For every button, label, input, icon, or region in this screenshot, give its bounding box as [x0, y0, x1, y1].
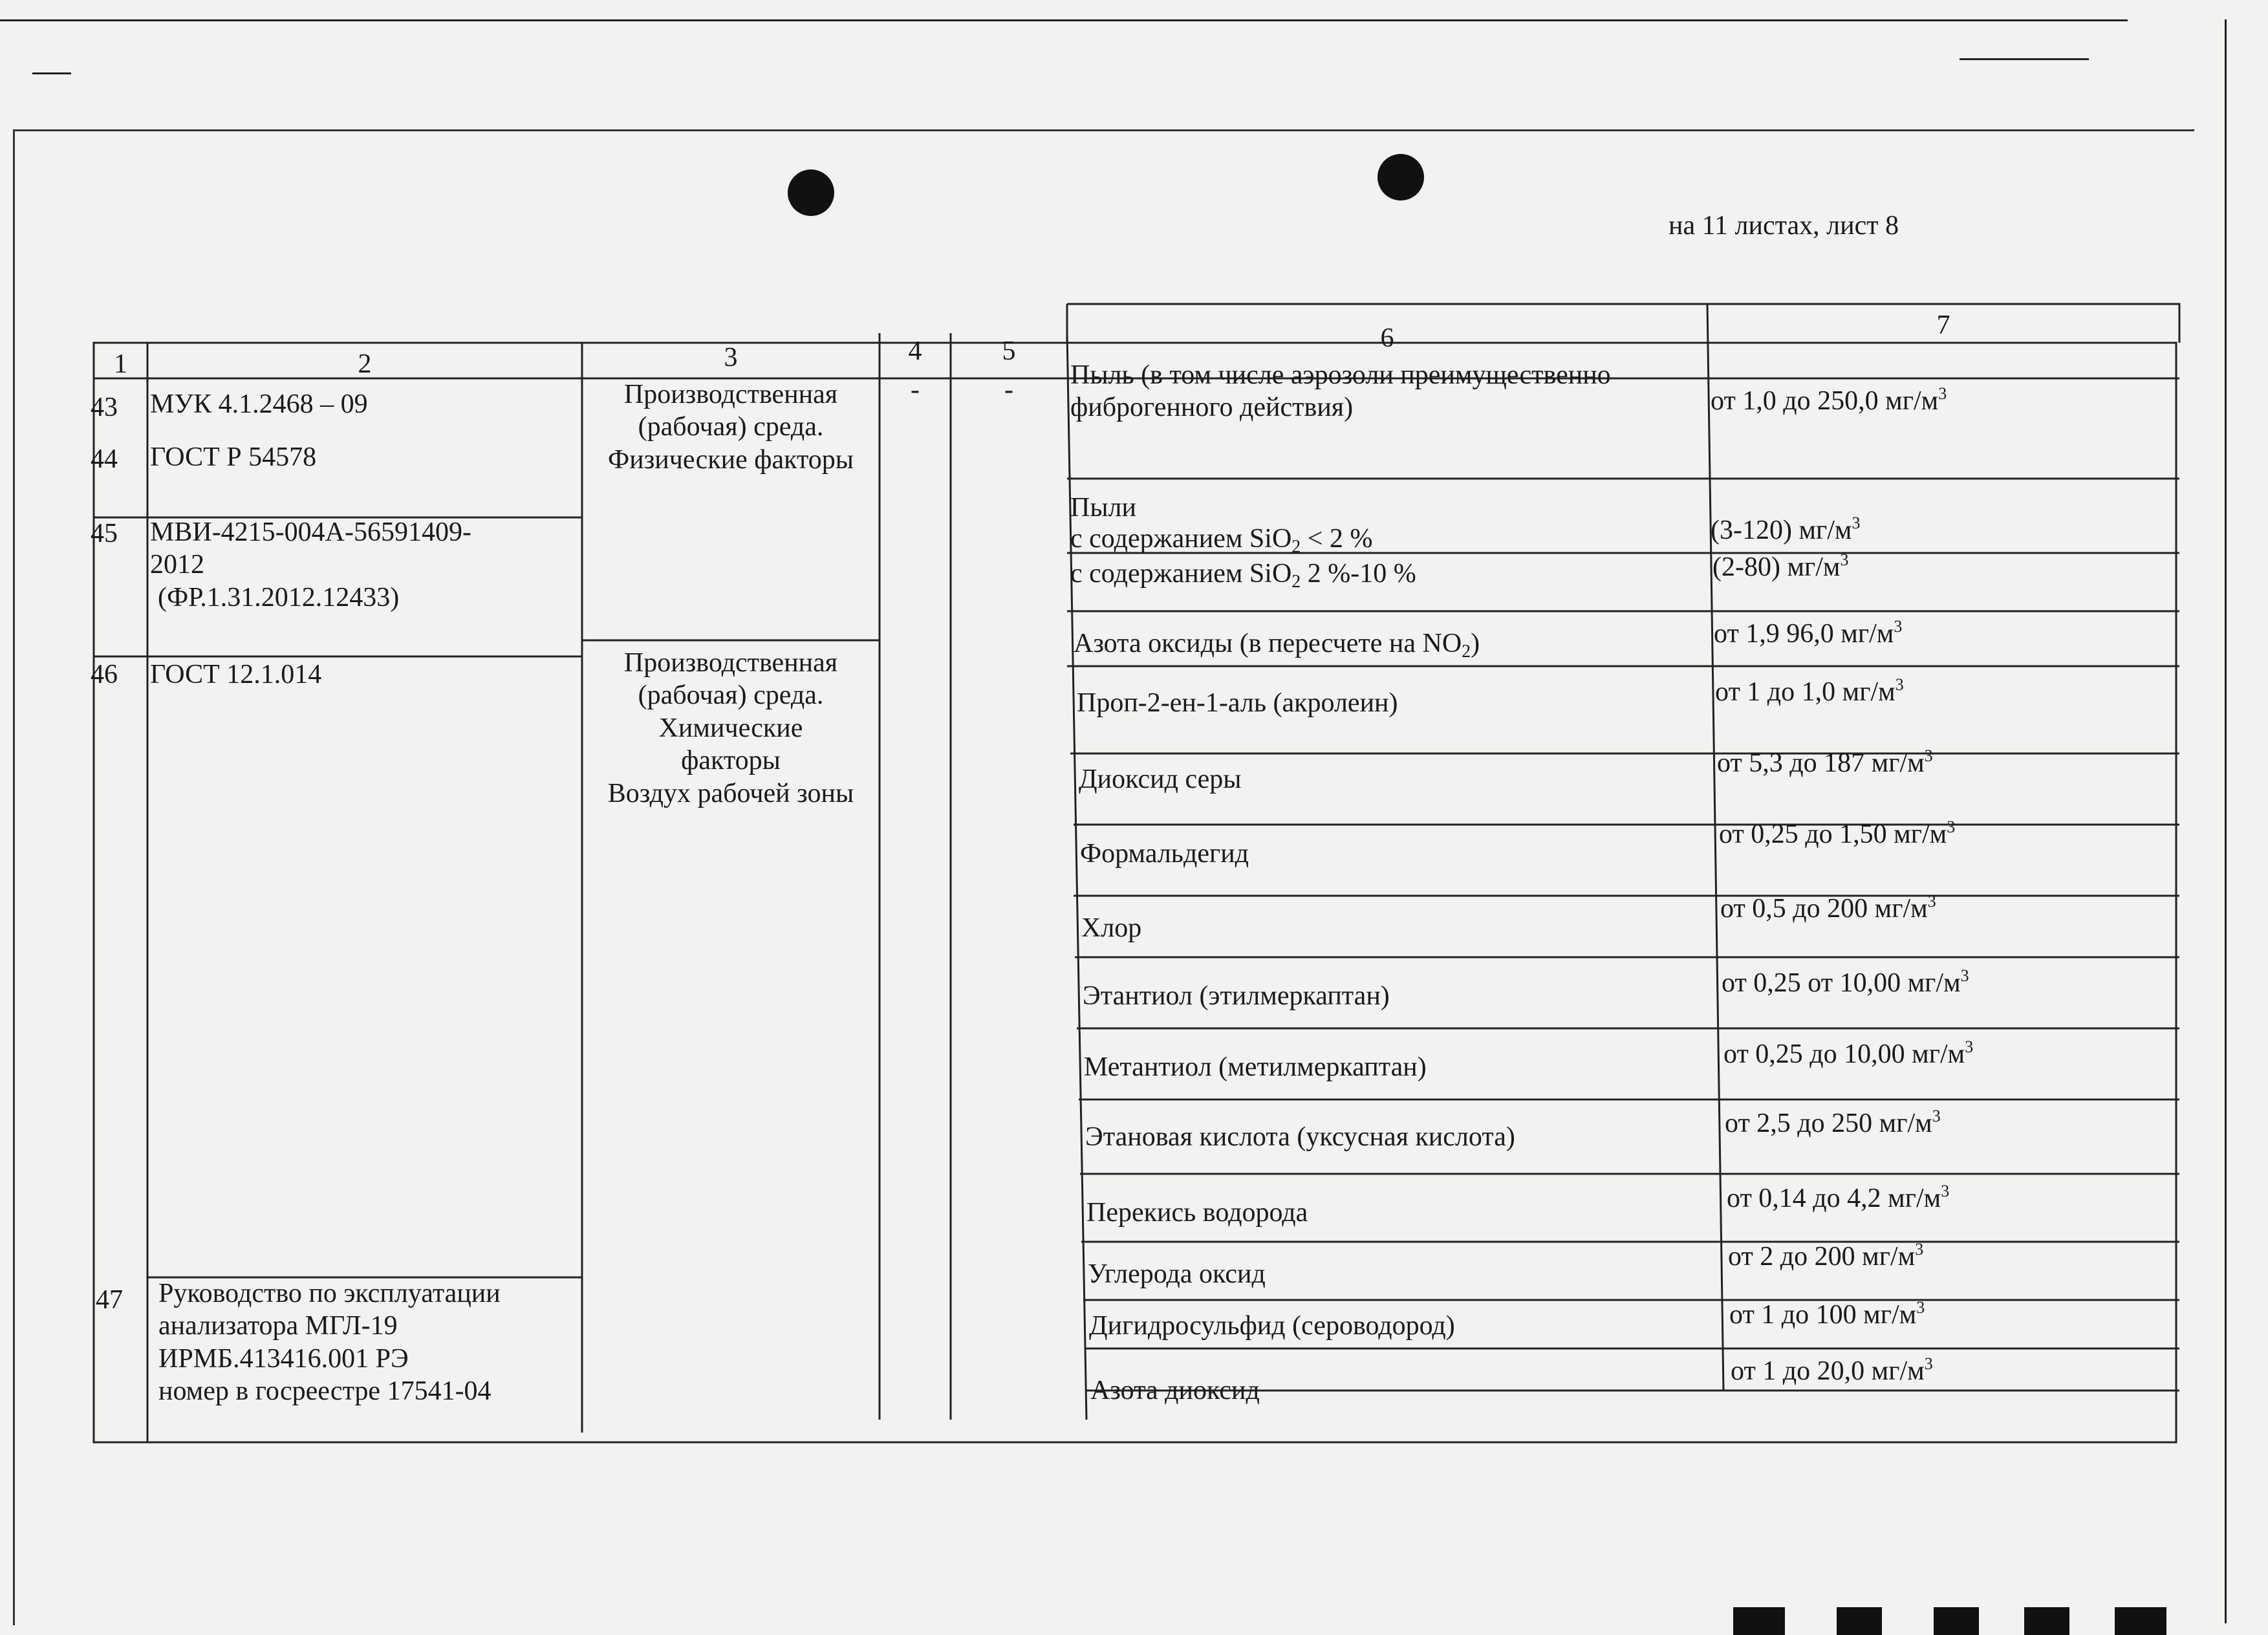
method-document: ГОСТ Р 54578 [150, 442, 317, 472]
object-chemical: Производственная (рабочая) среда. Химические факторы Воздух рабочей зоны [607, 648, 854, 808]
substance-name: Азота диоксид [1090, 1376, 1260, 1405]
substance-name: Диоксид серы [1079, 764, 1242, 794]
row-number: 44 [91, 444, 118, 474]
substance-name: Проп-2-ен-1-аль (акролеин) [1077, 688, 1398, 718]
column-header: 4 [908, 336, 922, 366]
indicator-name: с содержанием SiO$_2$ 2 %-10 % [1070, 559, 1416, 592]
row-number: 46 [91, 660, 118, 689]
measurement-range: от 1,0 до 250,0 $мг/м^3$ [1711, 384, 1947, 416]
measurement-range: от 1 до 1,0 $мг/м^3$ [1715, 675, 1904, 707]
substance-name: Дигидросульфид (сероводород) [1089, 1311, 1455, 1341]
sheet-label: на 11 листах, лист 8 [1669, 211, 1899, 241]
indicator-name: с содержанием SiO$_2$ < 2 % [1070, 524, 1373, 557]
measurement-range: от 0,5 до 200 $мг/м^3$ [1720, 892, 1936, 924]
column-header: 5 [1002, 336, 1016, 366]
indicator-name: Азота оксиды (в пересчете на $NO_2$) [1074, 629, 1480, 662]
measurement-range: от 0,25 до 10,00 $мг/м^3$ [1723, 1037, 1974, 1069]
method-document: ГОСТ 12.1.014 [150, 660, 322, 689]
col5-dash: - [1004, 375, 1013, 405]
column-header: 3 [724, 343, 738, 373]
row-number: 43 [91, 393, 118, 422]
substance-name: Формальдегид [1080, 839, 1249, 869]
substance-name: Хлор [1081, 913, 1142, 943]
substance-name: Углерода оксид [1088, 1259, 1266, 1289]
measurement-range: от 1,9 96,0 $мг/м^3$ [1714, 617, 1903, 649]
substance-name: Этановая кислота (уксусная кислота) [1085, 1122, 1515, 1152]
measurement-range: от 1 до 20,0 $мг/м^3$ [1731, 1354, 1933, 1386]
measurement-range: (2-80) $мг/м^3$ [1712, 550, 1849, 582]
measurement-range: от 2,5 до 250 $мг/м^3$ [1725, 1107, 1941, 1138]
substance-name: Метантиол (метилмеркаптан) [1084, 1052, 1427, 1082]
measurement-range: от 1 до 100 $мг/м^3$ [1729, 1298, 1925, 1330]
object-physical: Производственная (рабочая) среда. Физические факторы [608, 380, 854, 475]
col4-dash: - [911, 375, 920, 405]
column-header: 7 [1936, 310, 1950, 340]
row-number: 45 [91, 519, 118, 548]
measurement-range: от 0,25 до 1,50 $мг/м^3$ [1719, 817, 1956, 849]
measurement-range: от 0,25 от 10,00 $мг/м^3$ [1722, 966, 1969, 998]
column-header: 6 [1380, 323, 1394, 353]
indicator-name: Пыль (в том числе аэрозоли преимущественно фиброгенного действия) [1070, 360, 1611, 423]
column-header: 2 [358, 349, 372, 379]
measurement-range: от 5,3 до 187 $мг/м^3$ [1717, 746, 1933, 778]
row-number: 47 [96, 1285, 123, 1315]
measurement-range: (3-120) $мг/м^3$ [1711, 514, 1861, 545]
measurement-range: от 0,14 до 4,2 $мг/м^3$ [1727, 1182, 1950, 1213]
method-document: Руководство по эксплуатации анализатора МГЛ-19 ИРМБ.413416.001 РЭ номер в госреестре 17541-04 [158, 1279, 501, 1407]
indicator-name: Пыли [1070, 493, 1136, 523]
method-document: МУК 4.1.2468 – 09 [150, 389, 368, 419]
substance-name: Перекись водорода [1086, 1198, 1308, 1228]
measurement-range: от 2 до 200 $мг/м^3$ [1728, 1240, 1924, 1272]
substance-name: Этантиол (этилмеркаптан) [1083, 981, 1390, 1011]
method-document: МВИ-4215-004А-56591409- 2012 (ФР.1.31.2012.12433) [150, 517, 471, 612]
column-header: 1 [114, 349, 127, 379]
